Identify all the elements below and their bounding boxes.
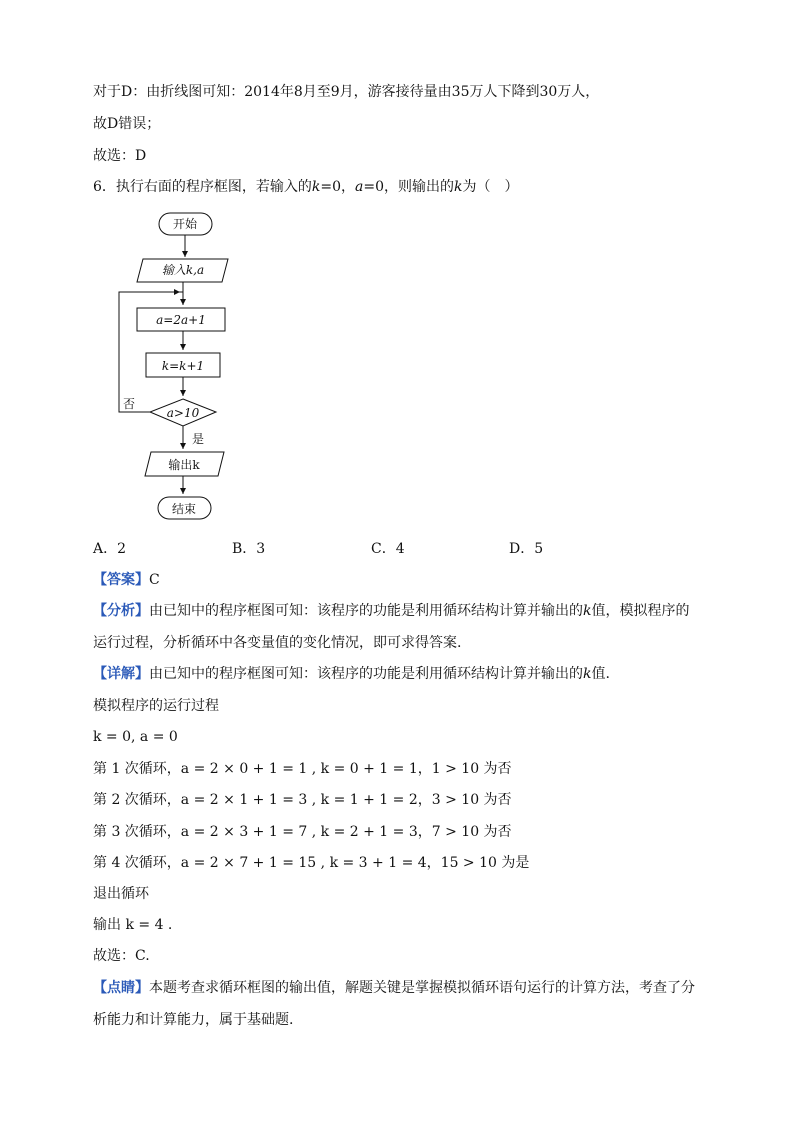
analysis-line-2: 运行过程，分析循环中各变量值的变化情况，即可求得答案. — [93, 635, 462, 651]
text-line: 故D错误； — [93, 116, 161, 132]
detail-output: 输出 k = 4 . — [93, 917, 173, 933]
output-label: 输出k — [168, 458, 200, 472]
analysis-line-1: 【分析】由已知中的程序框图可知：该程序的功能是利用循环结构计算并输出的k值，模拟程序的 — [93, 603, 690, 619]
question-6: 6．执行右面的程序框图，若输入的k=0，a=0，则输出的k为（ ） — [93, 179, 519, 195]
option-c: C．4 — [371, 541, 405, 557]
comment-line-2: 析能力和计算能力，属于基础题. — [93, 1012, 294, 1028]
yes-label: 是 — [192, 432, 205, 446]
end-label: 结束 — [171, 502, 197, 516]
answer-line: 【答案】C — [93, 572, 160, 588]
option-a: A．2 — [93, 541, 127, 557]
flowchart — [110, 208, 240, 524]
loop-line-1: 第 1 次循环，a = 2 × 0 + 1 = 1 , k = 0 + 1 = 1，1 > 10 为否 — [93, 761, 512, 777]
no-label: 否 — [123, 397, 136, 411]
option-d: D．5 — [509, 541, 544, 557]
process-a-label: a=2a+1 — [156, 313, 206, 327]
text-line: 对于D：由折线图可知：2014年8月至9月，游客接待量由35万人下降到30万人， — [93, 84, 600, 100]
detail-simulate: 模拟程序的运行过程 — [93, 698, 219, 714]
loop-line-3: 第 3 次循环，a = 2 × 3 + 1 = 7 , k = 2 + 1 = 3，7 > 10 为否 — [93, 824, 512, 840]
option-b: B．3 — [232, 541, 266, 557]
detail-choose: 故选：C. — [93, 948, 150, 964]
detail-init: k = 0, a = 0 — [93, 729, 178, 745]
process-k-label: k=k+1 — [161, 359, 205, 373]
comment-line-1: 【点睛】本题考查求循环框图的输出值，解题关键是掌握模拟循环语句运行的计算方法，考查了分 — [93, 980, 695, 996]
text-line: 故选：D — [93, 148, 147, 164]
loop-line-2: 第 2 次循环，a = 2 × 1 + 1 = 3 , k = 1 + 1 = 2，3 > 10 为否 — [93, 792, 512, 808]
loop-line-4: 第 4 次循环，a = 2 × 7 + 1 = 15 , k = 3 + 1 = 4，15 > 10 为是 — [93, 855, 530, 871]
decision-label: a>10 — [166, 406, 200, 420]
detail-exit: 退出循环 — [93, 886, 149, 902]
start-label: 开始 — [172, 217, 198, 231]
detail-line-1: 【详解】由已知中的程序框图可知：该程序的功能是利用循环结构计算并输出的k值. — [93, 666, 610, 682]
input-label: 输入k,a — [161, 263, 205, 277]
